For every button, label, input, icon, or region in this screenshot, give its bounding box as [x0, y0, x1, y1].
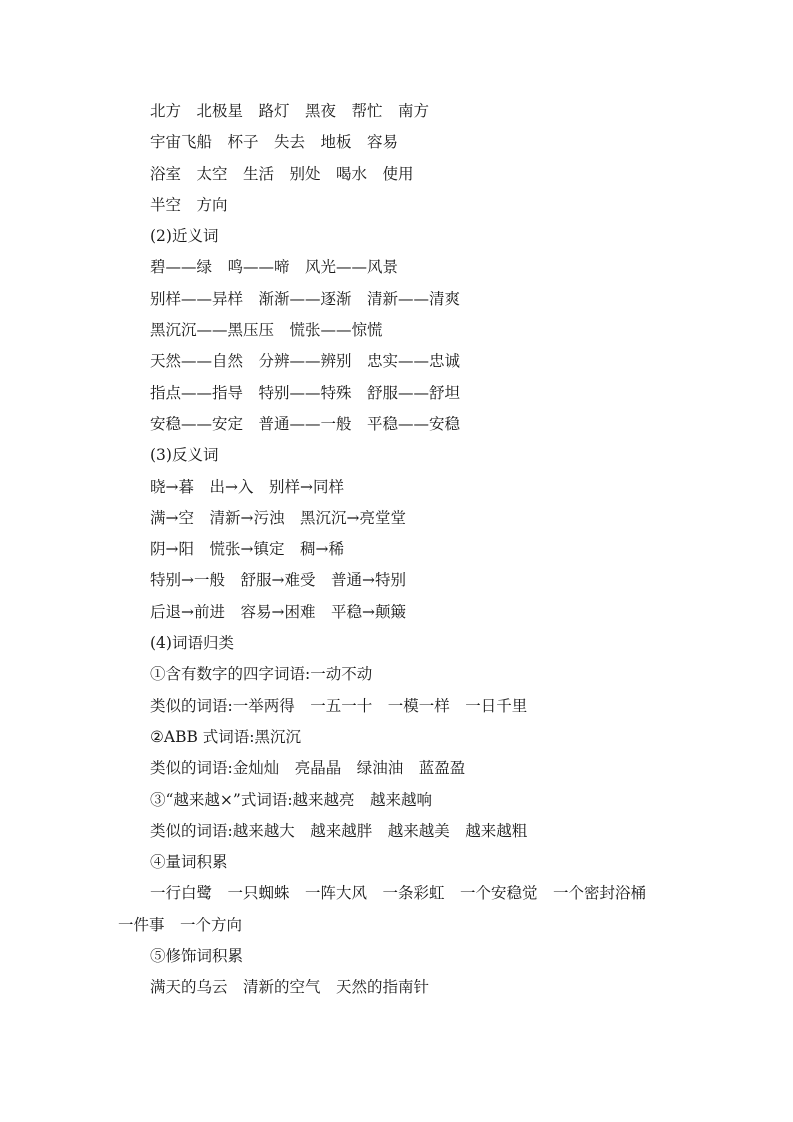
- text-line: 类似的词语:一举两得 一五一十 一模一样 一日千里: [150, 696, 528, 715]
- text-line: 满→空 清新→污浊 黑沉沉→亮堂堂: [150, 508, 406, 527]
- text-line: 别样——异样 渐渐——逐渐 清新——清爽: [150, 289, 461, 308]
- text-line: ③“越来越×”式词语:越来越亮 越来越响: [150, 790, 433, 809]
- text-line: ②ABB 式词语:黑沉沉: [150, 727, 302, 746]
- text-line: (2)近义词: [150, 227, 219, 246]
- text-block: [118, 96, 678, 1004]
- text-line: 碧——绿 鸣——啼 风光——风景: [150, 258, 399, 277]
- text-line: ⑤修饰词积累: [150, 947, 244, 966]
- text-line: 特别→一般 舒服→难受 普通→特别: [150, 571, 406, 590]
- text-line: 天然——自然 分辨——辨别 忠实——忠诚: [150, 352, 461, 371]
- text-line: 一件事 一个方向: [118, 915, 243, 934]
- text-line: 类似的词语:金灿灿 亮晶晶 绿油油 蓝盈盈: [150, 759, 466, 778]
- text-line: 半空 方向: [150, 195, 228, 214]
- text-line: 一行白鹭 一只蜘蛛 一阵大风 一条彩虹 一个安稳觉 一个密封浴桶: [150, 884, 647, 903]
- text-line: 宇宙飞船 杯子 失去 地板 容易: [150, 133, 399, 152]
- text-line: 类似的词语:越来越大 越来越胖 越来越美 越来越粗: [150, 821, 528, 840]
- text-line: ④量词积累: [150, 853, 228, 872]
- text-line: 浴室 太空 生活 别处 喝水 使用: [150, 164, 414, 183]
- text-line: 指点——指导 特别——特殊 舒服——舒坦: [150, 383, 461, 402]
- text-line: 黑沉沉——黑压压 慌张——惊慌: [150, 321, 383, 340]
- text-line: 安稳——安定 普通——一般 平稳——安稳: [150, 414, 461, 433]
- text-line: (4)词语归类: [150, 634, 234, 653]
- text-line: 晓→暮 出→入 别样→同样: [150, 477, 344, 496]
- text-line: 北方 北极星 路灯 黑夜 帮忙 南方: [150, 102, 430, 120]
- text-line: 满天的乌云 清新的空气 天然的指南针: [150, 978, 430, 997]
- text-line: 阴→阳 慌张→镇定 稠→稀: [150, 540, 344, 559]
- text-line: (3)反义词: [150, 446, 219, 465]
- text-line: 后退→前进 容易→困难 平稳→颠簸: [150, 602, 406, 621]
- text-line: ①含有数字的四字词语:一动不动: [150, 665, 373, 684]
